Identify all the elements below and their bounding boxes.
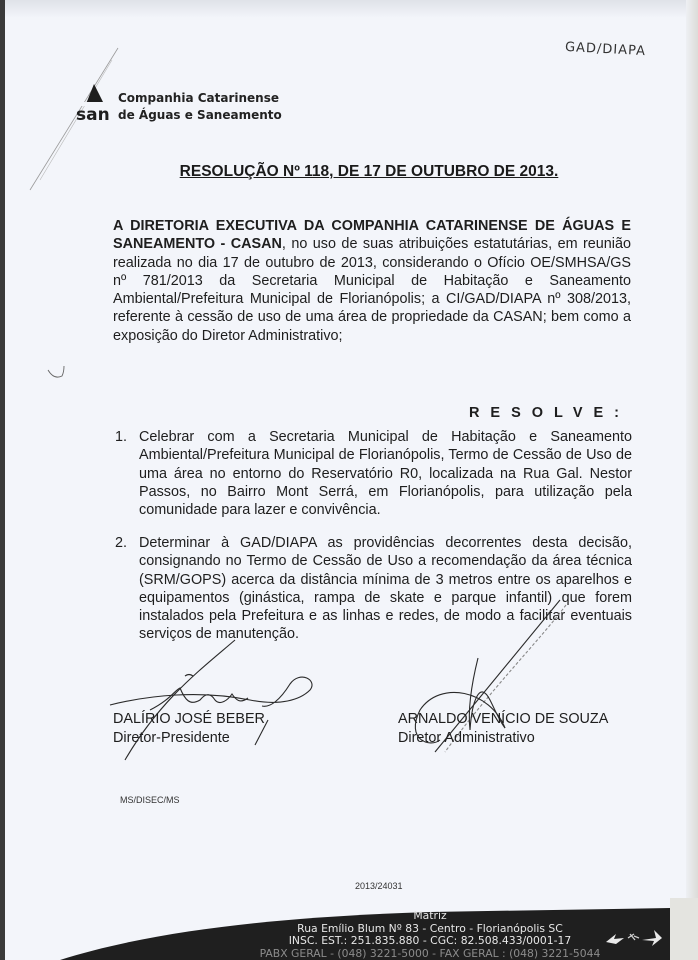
intro-bold-lead: A DIRETORIA EXECUTIVA DA COMPANHIA CATARINENSE DE ÁGUAS E SANEAMENTO - CASAN [113,218,631,253]
signatory-role: Diretor-Presidente [113,730,230,746]
logo-fragment: san [76,105,110,122]
resolution-title-text: RESOLUÇÃO Nº 118, DE 17 DE OUTUBRO DE 2013. [179,163,559,180]
resolution-item [115,428,632,519]
footer-line-1: Matriz [413,909,447,922]
signatory-name: ARNALDO VENÍCIO DE SOUZA [398,711,609,727]
resolution-item [115,534,632,644]
item-text: Celebrar com a Secretaria Municipal de Habitação e Saneamento Ambiental/Prefeitura Municipal de Florianópolis, Termo de Cessão de Uso de uma área no entorno do Reservatório R0, localizada na Rua Gal. Nestor Passos, no Bairro Mont Serrá, em Florianópolis, para utilização pela comunidade para lazer e convivência. [139,429,632,519]
company-name-line2: de Águas e Saneamento [118,108,282,122]
resolve-heading: RESOLVE: [468,405,630,421]
footer-line-2: Rua Emílio Blum Nº 83 - Centro - Florianópolis SC [297,921,563,935]
footer-logo-icon [602,922,666,952]
scan-right-edge [686,0,698,960]
reference-code: MS/DISEC/MS [120,795,180,805]
resolution-title [0,163,698,181]
scan-top-shade [0,0,698,18]
company-name [118,90,282,124]
intro-paragraph [113,217,631,345]
signatory-role: Diretor Administrativo [398,730,535,746]
signatory-block [398,710,608,748]
casan-logo-icon [76,82,112,122]
handwritten-note: GAD/DIAPA [564,39,647,60]
footer-address [200,910,660,960]
signatory-name: DALÍRIO JOSÉ BEBER [113,711,265,727]
footer-line-3: INSC. EST.: 251.835.880 - CGC: 82.508.433/0001-17 [288,934,572,947]
footer-line-4: PABX GERAL - (048) 3221-5000 - FAX GERAL : (048) 3221-5044 [259,946,601,960]
protocol-number: 2013/24031 [355,881,403,891]
item-number: 1. [115,429,128,445]
scan-left-edge [0,0,5,960]
signatory-block [113,710,265,748]
item-text: Determinar à GAD/DIAPA as providências decorrentes desta decisão, consignando no Termo de Cessão de Uso a recomendação da área técnica (SRM/GOPS) acerca da distância mínima de 3 metros entre os aparelhos e equipamentos (ginástica, rampa de skate e parque infantil) que forem instalados pela Prefeitura e as linhas e redes, de modo a facilitar eventuais serviços de manutenção. [139,535,632,643]
intro-text: , no uso de suas atribuições estatutárias, em reunião realizada no dia 17 de outubro de 2013, considerando o Ofício OE/SMHSA/GS nº 781/2013 da Secretaria Municipal de Habitação e Saneamento Ambiental/Prefeitura Municipal de Florianópolis; a CI/GAD/DIAPA nº 308/2013, referente à cessão de uso de uma área de propriedade da CASAN; bem como a exposição do Diretor Administrativo; [113,236,631,344]
item-number: 2. [115,535,128,551]
company-name-line1: Companhia Catarinense [118,91,279,105]
